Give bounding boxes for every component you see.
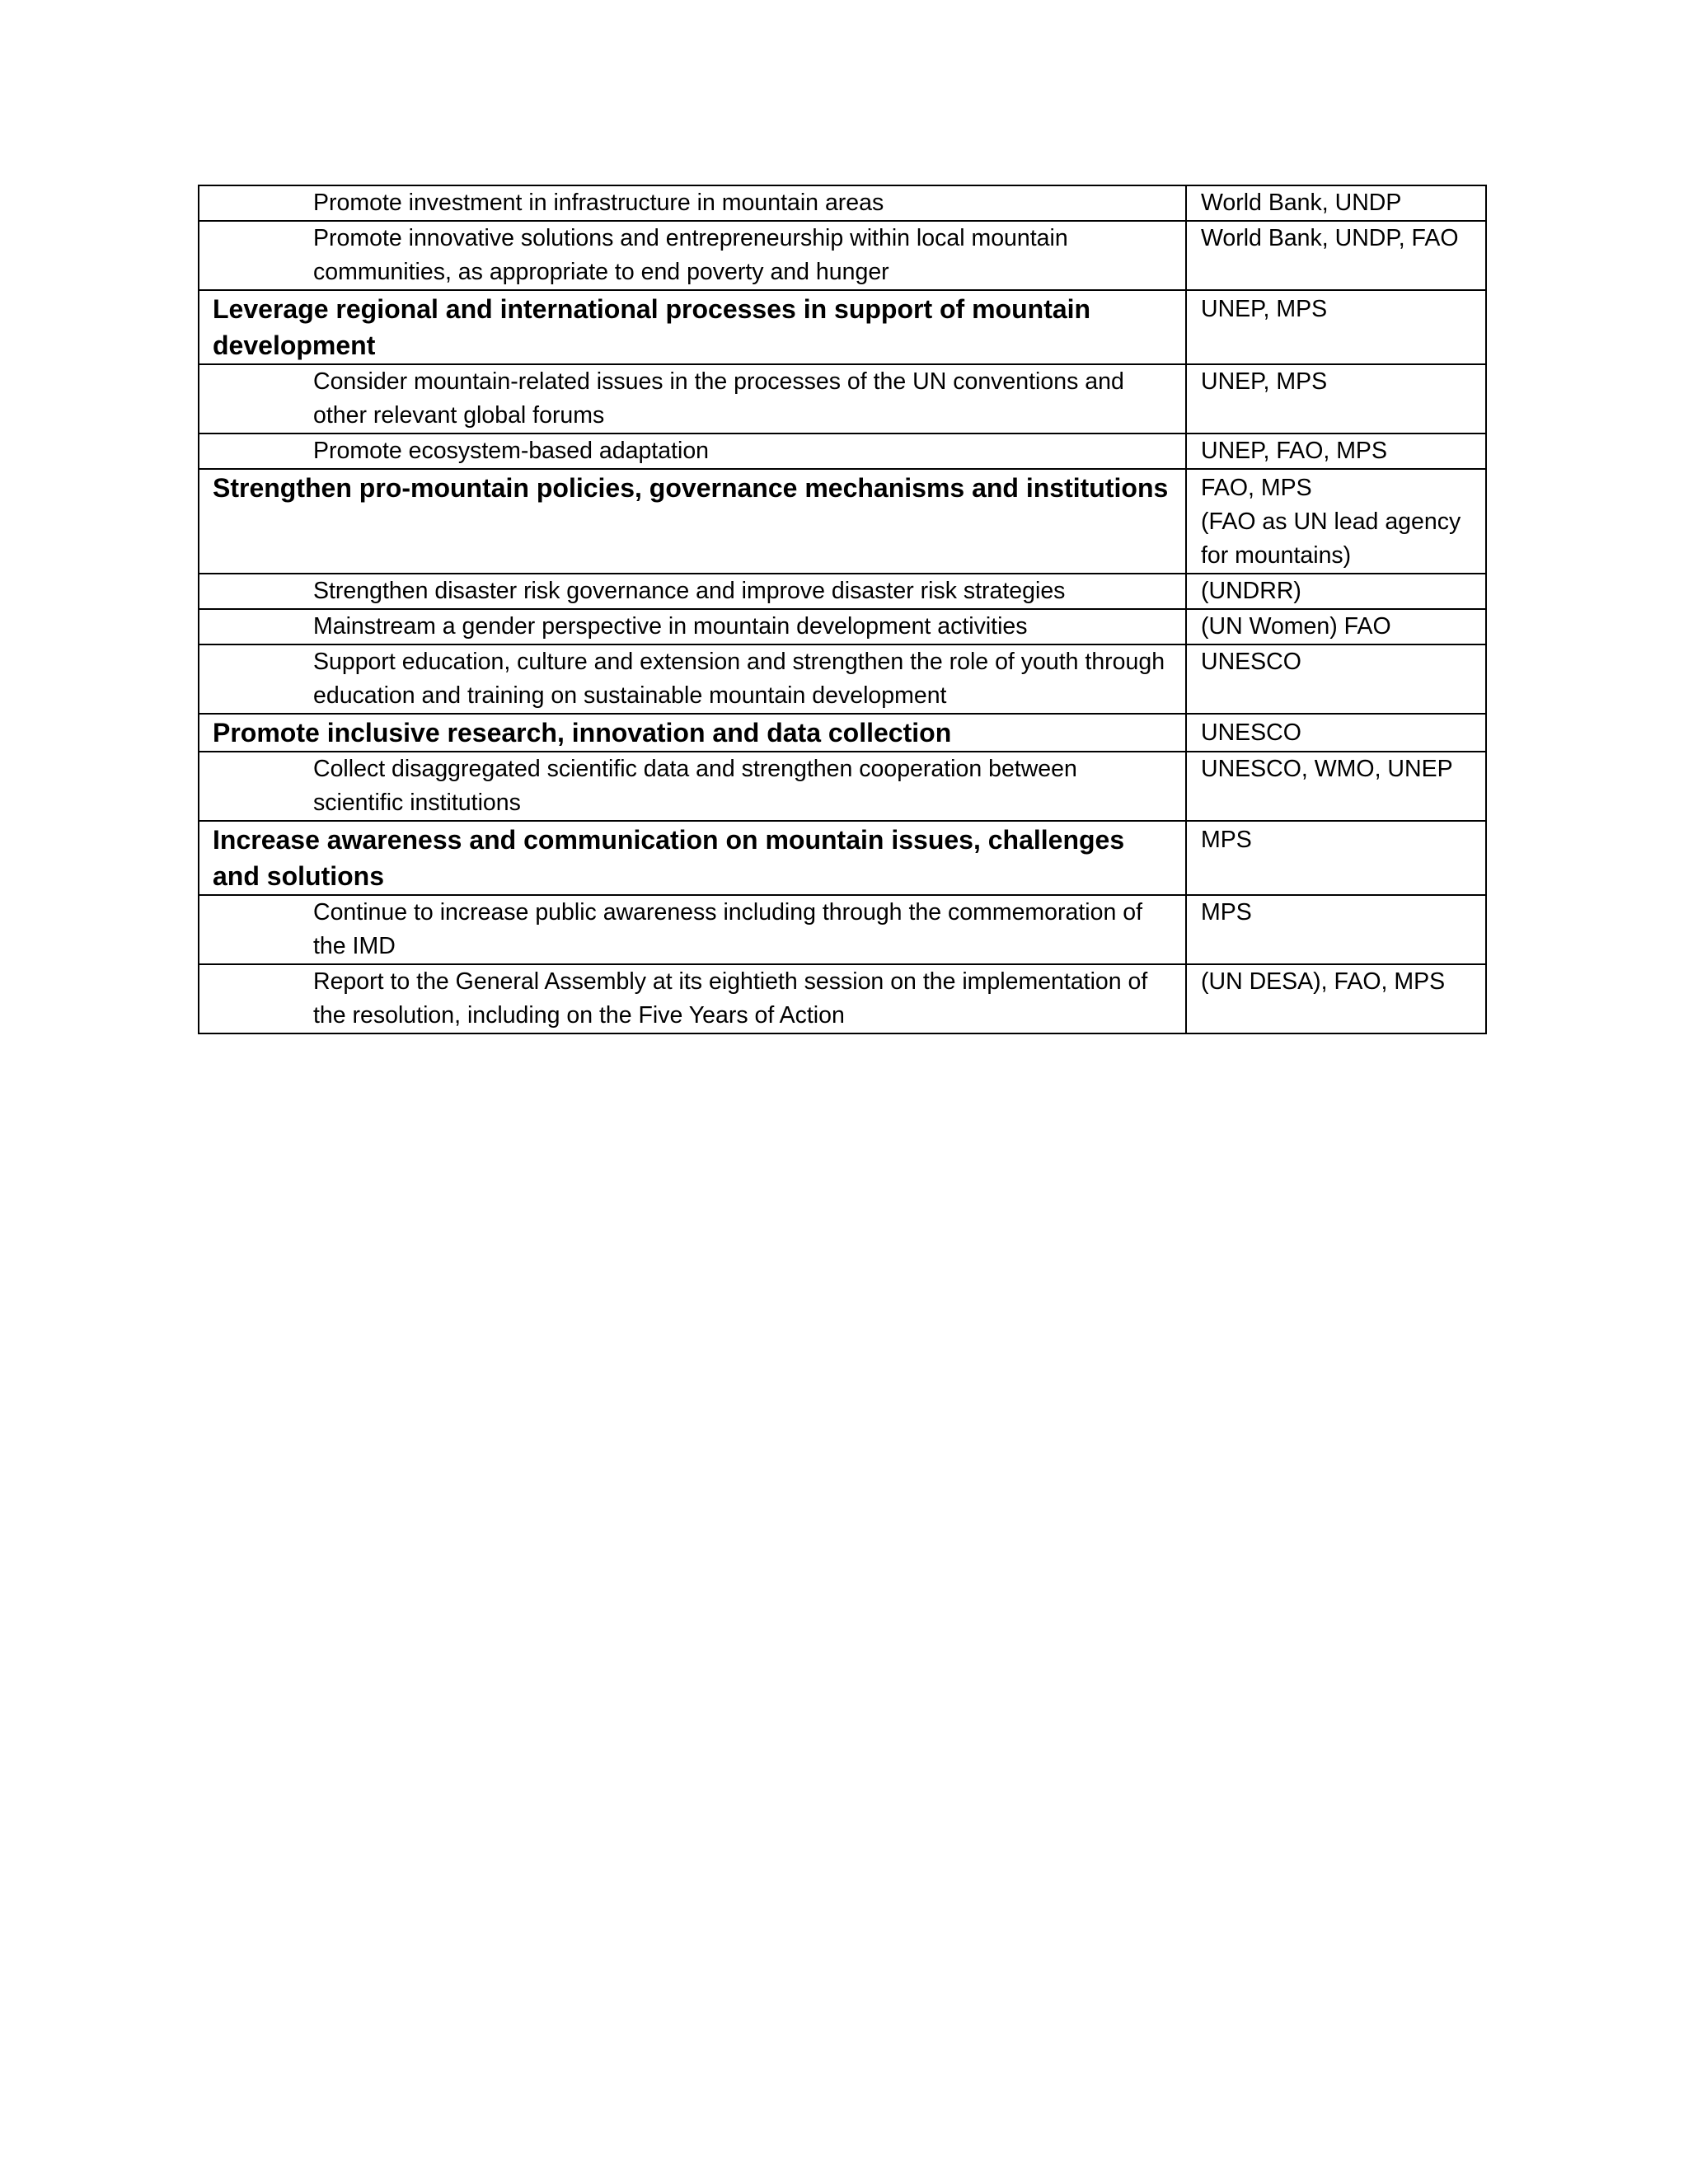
activity-cell: Promote ecosystem-based adaptation: [199, 434, 1186, 469]
activity-cell: Support education, culture and extension and strengthen the role of youth through education and training on sustainable mountain development: [199, 644, 1186, 714]
table-row-main-action: [199, 714, 1486, 752]
agency-text: UNEP, MPS: [1201, 296, 1328, 322]
activity-cell: Mainstream a gender perspective in mountain development activities: [199, 609, 1186, 644]
agency-cell: [1186, 574, 1486, 609]
agency-text: (FAO as UN lead agency: [1201, 509, 1461, 535]
activity-cell: Increase awareness and communication on mountain issues, challenges and solutions: [199, 821, 1186, 895]
agency-cell: [1186, 964, 1486, 1033]
table-row-sub-action: [199, 644, 1486, 714]
agency-text: UNEP, MPS: [1201, 368, 1328, 395]
table-row-main-action: [199, 821, 1486, 895]
activity-cell: Promote innovative solutions and entrepreneurship within local mountain communities, as appropriate to end poverty and hunger: [199, 221, 1186, 290]
agency-cell: [1186, 434, 1486, 469]
action-table: [198, 185, 1487, 1034]
agency-text: UNESCO: [1201, 719, 1301, 746]
activity-cell: Report to the General Assembly at its eightieth session on the implementation of the resolution, including on the Five Years of Action: [199, 964, 1186, 1033]
agency-text: UNEP, FAO, MPS: [1201, 438, 1387, 464]
agency-cell: [1186, 752, 1486, 821]
table-row-sub-action: [199, 221, 1486, 290]
agency-cell: [1186, 221, 1486, 290]
activity-cell: Consider mountain-related issues in the processes of the UN conventions and other relevant global forums: [199, 364, 1186, 434]
activity-cell: Promote investment in infrastructure in mountain areas: [199, 185, 1186, 221]
table-row-sub-action: [199, 574, 1486, 609]
agency-text: MPS: [1201, 827, 1252, 853]
agency-cell: [1186, 290, 1486, 364]
agency-text: World Bank, UNDP, FAO: [1201, 225, 1459, 251]
action-table-body: [199, 185, 1486, 1033]
agency-cell: [1186, 364, 1486, 434]
activity-cell: Collect disaggregated scientific data and strengthen cooperation between scientific institutions: [199, 752, 1186, 821]
agency-text: for mountains): [1201, 542, 1352, 569]
table-row-sub-action: [199, 752, 1486, 821]
agency-text: (UN Women) FAO: [1201, 613, 1391, 640]
agency-text: World Bank, UNDP: [1201, 190, 1402, 216]
agency-cell: [1186, 644, 1486, 714]
agency-cell: [1186, 185, 1486, 221]
agency-cell: [1186, 895, 1486, 964]
agency-cell: [1186, 469, 1486, 574]
agency-cell: [1186, 821, 1486, 895]
agency-cell: [1186, 609, 1486, 644]
activity-cell: Leverage regional and international processes in support of mountain development: [199, 290, 1186, 364]
table-row-sub-action: [199, 609, 1486, 644]
agency-text: UNESCO: [1201, 649, 1301, 675]
activity-cell: Strengthen disaster risk governance and improve disaster risk strategies: [199, 574, 1186, 609]
activity-cell: Promote inclusive research, innovation and data collection: [199, 714, 1186, 752]
activity-cell: Continue to increase public awareness including through the commemoration of the IMD: [199, 895, 1186, 964]
agency-text: MPS: [1201, 899, 1252, 926]
table-row-main-action: [199, 290, 1486, 364]
table-row-main-action: [199, 469, 1486, 574]
table-row-sub-action: [199, 364, 1486, 434]
agency-text: FAO, MPS: [1201, 475, 1312, 501]
table-row-sub-action: [199, 434, 1486, 469]
table-row-sub-action: [199, 964, 1486, 1033]
agency-cell: [1186, 714, 1486, 752]
agency-text: UNESCO, WMO, UNEP: [1201, 756, 1453, 782]
table-row-sub-action: [199, 895, 1486, 964]
table-row-sub-action: [199, 185, 1486, 221]
agency-text: (UN DESA), FAO, MPS: [1201, 968, 1446, 995]
agency-text: (UNDRR): [1201, 578, 1301, 604]
activity-cell: Strengthen pro-mountain policies, governance mechanisms and institutions: [199, 469, 1186, 574]
